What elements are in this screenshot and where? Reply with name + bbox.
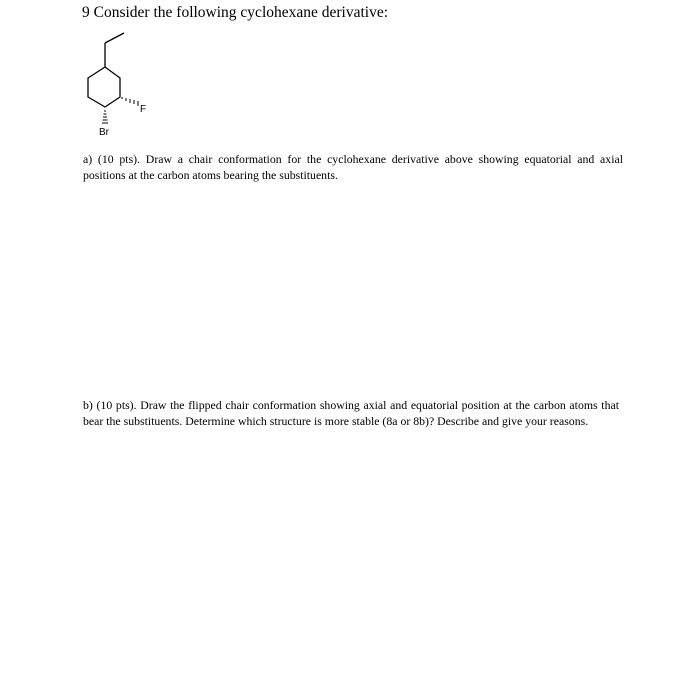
hashed-wedge-bromine — [102, 111, 108, 123]
ethyl-bond-2 — [105, 33, 124, 43]
hashed-wedge-fluorine — [122, 97, 138, 106]
part-b-text: b) (10 pts). Draw the flipped chair conformation showing axial and equatorial position at the carbon atoms that bear the substituents. Determine which structure is more stable (8a or 8b)? Describe and give your reasons. — [83, 398, 619, 428]
cyclohexane-ring — [88, 67, 120, 107]
fluorine-label: F — [140, 104, 147, 115]
bromine-label: Br — [99, 127, 109, 138]
part-a-text: a) (10 pts). Draw a chair conformation for the cyclohexane derivative above showing equatorial and axial positions at the carbon atoms bearing the substituents. — [83, 152, 623, 182]
cyclohexane-structure — [75, 28, 165, 140]
question-title: 9 Consider the following cyclohexane derivative: — [82, 4, 389, 21]
